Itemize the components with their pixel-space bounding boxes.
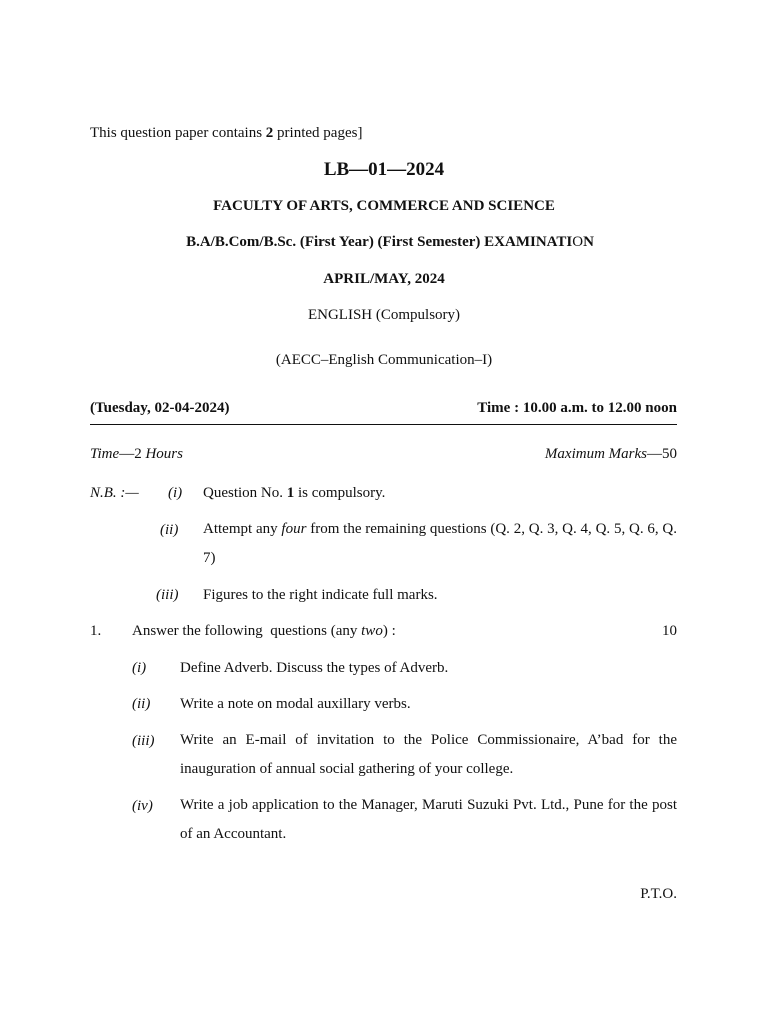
part-text: Write an E-mail of invitation to the Police Commissionaire, A’bad for the inauguration of annual social gathering of your college. <box>180 732 677 777</box>
pto-note: P.T.O. <box>640 886 677 902</box>
course-title: (AECC–English Communication–I) <box>275 352 493 368</box>
part-text: Write a note on modal auxillary verbs. <box>180 696 411 712</box>
duration <box>90 446 183 463</box>
instruction-text: Figures to the right indicate full marks. <box>203 587 438 603</box>
instruction-text <box>203 485 385 502</box>
part-number: (i) <box>132 660 147 676</box>
part-number: (ii) <box>132 696 151 712</box>
instruction-text-pre: Question No. <box>203 485 287 501</box>
instruction-emphasis: four <box>281 521 307 537</box>
exam-title <box>0 234 768 251</box>
faculty-title: FACULTY OF ARTS, COMMERCE AND SCIENCE <box>213 198 555 214</box>
question-marks: 10 <box>662 623 677 639</box>
question-stem-pre: Answer the following questions (any <box>132 623 362 639</box>
exam-time-slot: Time : 10.00 a.m. to 12.00 noon <box>477 400 677 416</box>
instruction-text-post: from the remaining questions (Q. 2, Q. 3, Q. 4, Q. 5, Q. 6, Q. 7) <box>203 521 677 566</box>
exam-title-n: N <box>583 234 594 250</box>
instruction-number: (i) <box>168 485 183 501</box>
pages-note <box>90 125 362 142</box>
part-text: Define Adverb. Discuss the types of Adverb. <box>180 660 449 676</box>
question-number: 1. <box>90 623 102 639</box>
question-stem <box>132 623 396 640</box>
instruction-number: (iii) <box>156 587 179 603</box>
instruction-text <box>203 515 677 573</box>
duration-unit: Hours <box>145 446 183 462</box>
instruction-number: (ii) <box>160 522 179 538</box>
marks-value: —50 <box>647 446 677 462</box>
exam-date: (Tuesday, 02-04-2024) <box>90 400 230 416</box>
duration-label: Time <box>90 446 120 462</box>
exam-title-o: O <box>572 234 584 250</box>
pages-note-suffix: printed pages] <box>273 125 363 141</box>
pages-count: 2 <box>265 125 274 141</box>
marks-label: Maximum Marks <box>544 446 647 462</box>
instruction-question-number: 1 <box>286 485 295 501</box>
part-text: Write a job application to the Manager, Maruti Suzuki Pvt. Ltd., Pune for the post of an Accountant. <box>180 797 677 842</box>
nb-label: N.B. :— <box>90 485 139 501</box>
instruction-text-post: is compulsory. <box>294 485 386 501</box>
question-stem-emphasis: two <box>361 623 383 639</box>
maximum-marks <box>545 446 677 463</box>
exam-title-main: B.A/B.Com/B.Sc. (First Year) (First Semester) EXAMINATI <box>186 234 573 250</box>
pages-note-prefix: This question paper contains <box>90 125 266 141</box>
header-divider <box>90 424 677 425</box>
part-number: (iv) <box>132 798 153 814</box>
instruction-text-pre: Attempt any <box>203 521 282 537</box>
exam-session: APRIL/MAY, 2024 <box>323 271 445 287</box>
duration-value: —2 <box>119 446 146 462</box>
paper-code: LB—01—2024 <box>323 159 445 180</box>
part-number: (iii) <box>132 733 155 749</box>
question-stem-post: ) : <box>382 623 396 639</box>
subject-title: ENGLISH (Compulsory) <box>307 307 461 323</box>
